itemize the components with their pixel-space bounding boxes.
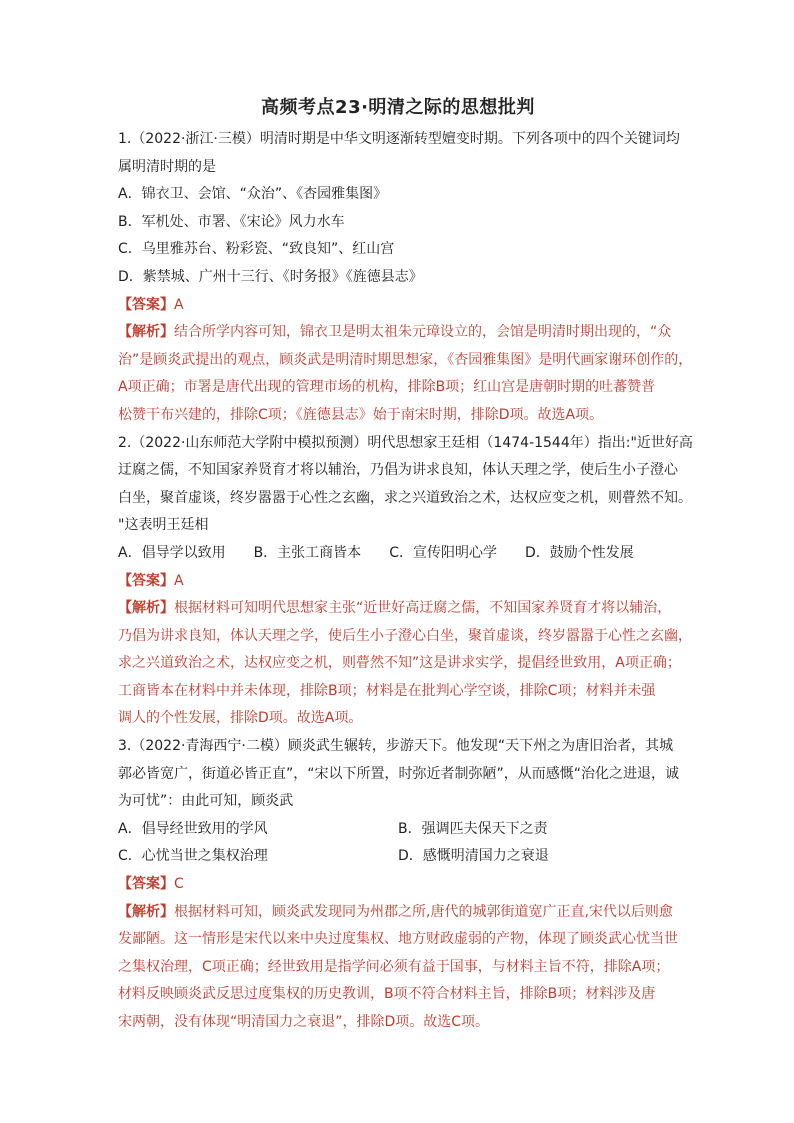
answer-tag: 【答案】 <box>118 296 174 313</box>
question-2-analysis-line-2: 乃倡为讲求良知，体认天理之学，使后生小子澄心白坐，聚首虚谈，终岁嚣嚣于心性之玄幽， <box>118 627 692 644</box>
question-1-analysis-line-1: 结合所学内容可知，锦衣卫是明太祖朱元璋设立的，会馆是明清时期出现的，“众 <box>174 324 672 341</box>
question-1 <box>118 126 693 430</box>
question-2-answer-value: A <box>174 572 184 589</box>
question-1-analysis-line-2: 治”是顾炎武提出的观点，顾炎武是明清时期思想家，《杏园雅集图》是明代画家谢环创作的， <box>118 351 693 368</box>
question-3-options-row-1 <box>118 816 678 844</box>
question-3 <box>118 733 678 1037</box>
question-2-analysis-line-1: 根据材料可知明代思想家主张“近世好高迂腐之儒，不知国家养贤育才将以辅治， <box>174 600 672 617</box>
question-3-analysis-line-2: 发鄙陋。这一情形是宋代以来中央过度集权、地方财政虚弱的产物，体现了顾炎武心忧当世 <box>118 931 678 948</box>
question-3-stem-line-3: 为可忧”：由此可知，顾炎武 <box>118 793 294 810</box>
question-2-analysis-line-4: 工商皆本在材料中并未体现，排除B项；材料是在批判心学空谈，排除C项；材料并未强 <box>118 682 656 699</box>
answer-tag: 【答案】 <box>118 572 174 589</box>
answer-tag: 【答案】 <box>118 876 174 893</box>
question-1-option-d: D．紫禁城、广州十三行、《时务报》《旌德县志》 <box>118 268 423 285</box>
question-2-stem-line-1: 2.（2022·山东师范大学附中模拟预测）明代思想家王廷相（1474-1544年）指出:"近世好高 <box>118 434 693 451</box>
question-3-option-a: A．倡导经世致用的学风 <box>118 820 268 837</box>
question-3-option-c: C．心忧当世之集权治理 <box>118 848 268 865</box>
question-3-analysis-line-3: 之集权治理，C项正确；经世致用是指学问必须有益于国事，与材料主旨不符，排除A项； <box>118 958 670 975</box>
document-page <box>118 94 693 1037</box>
analysis-tag: 【解析】 <box>118 600 174 617</box>
page-title: 高频考点23·明清之际的思想批判 <box>261 97 535 118</box>
question-1-answer-value: A <box>174 296 184 313</box>
question-2-analysis <box>118 595 692 733</box>
question-2-stem-line-3: 白坐，聚首虚谈，终岁嚣嚣于心性之玄幽，求之兴道致治之术，达权应变之机，则瞢然不知。 <box>118 489 692 506</box>
question-3-option-b: B．强调匹夫保天下之责 <box>398 820 548 837</box>
question-3-options-row-2 <box>118 843 678 871</box>
question-1-option-a: A．锦衣卫、会馆、“众治”、《杏园雅集图》 <box>118 186 388 203</box>
question-2-option-a: A．倡导学以致用 <box>118 544 226 561</box>
question-3-analysis-line-4: 材料反映顾炎武反思过度集权的历史教训，B项不符合材料主旨，排除B项；材料涉及唐 <box>118 986 656 1003</box>
question-2-stem-line-4: "这表明王廷相 <box>118 517 209 534</box>
question-1-answer <box>118 292 678 320</box>
question-3-option-d: D．感慨明清国力之衰退 <box>398 848 549 865</box>
question-2-option-b: B．主张工商皆本 <box>253 544 362 561</box>
question-1-analysis-line-4: 松赞干布兴建的，排除C项；《旌德县志》始于南宋时期，排除D项。故选A项。 <box>118 406 604 423</box>
question-1-analysis-line-3: A项正确；市署是唐代出现的管理市场的机构，排除B项；红山宫是唐朝时期的吐蕃赞普 <box>118 379 656 396</box>
analysis-tag: 【解析】 <box>118 324 174 341</box>
question-2-option-c: C．宣传阳明心学 <box>389 544 497 561</box>
question-2-stem-line-2: 迂腐之儒，不知国家养贤育才将以辅治，乃倡为讲求良知，体认天理之学，使后生小子澄心 <box>118 462 678 479</box>
question-1-option-c: C．乌里雅苏台、粉彩瓷、“致良知”、红山宫 <box>118 241 395 258</box>
analysis-tag: 【解析】 <box>118 903 174 920</box>
question-2-analysis-line-3: 求之兴道致治之术，达权应变之机，则瞢然不知”这是讲求实学，提倡经世致用，A项正确； <box>118 655 681 672</box>
question-2 <box>118 430 693 734</box>
question-2-answer <box>118 568 678 596</box>
question-3-analysis <box>118 899 678 1037</box>
question-1-stem-line-2: 属明清时期的是 <box>118 158 216 175</box>
question-3-analysis-line-1: 根据材料可知，顾炎武发现同为州郡之所,唐代的城郭街道宽广正直,宋代以后则愈 <box>174 903 673 920</box>
question-2-analysis-line-5: 调人的个性发展，排除D项。故选A项。 <box>118 710 363 727</box>
question-2-options <box>118 540 678 568</box>
question-3-analysis-line-5: 宋两朝，没有体现“明清国力之衰退”，排除D项。故选C项。 <box>118 1014 490 1030</box>
question-2-option-d: D．鼓励个性发展 <box>524 544 634 561</box>
question-1-analysis <box>118 319 693 429</box>
question-3-stem-line-2: 郭必皆宽广，街道必皆正直”，“宋以下所置，时弥近者制弥陋”，从而感慨“治化之进退，诚 <box>118 765 680 782</box>
question-3-answer-value: C <box>174 876 184 893</box>
question-1-stem-line-1: 1.（2022·浙江·三模）明清时期是中华文明逐渐转型嬗变时期。下列各项中的四个关键词均 <box>118 131 680 147</box>
question-3-stem-line-1: 3.（2022·青海西宁·二模）顾炎武生辗转，步游天下。他发现“天下州之为唐旧治者，其城 <box>118 738 674 755</box>
question-1-option-b: B．军机处、市署、《宋论》风力水车 <box>118 213 345 230</box>
question-3-answer <box>118 871 678 899</box>
